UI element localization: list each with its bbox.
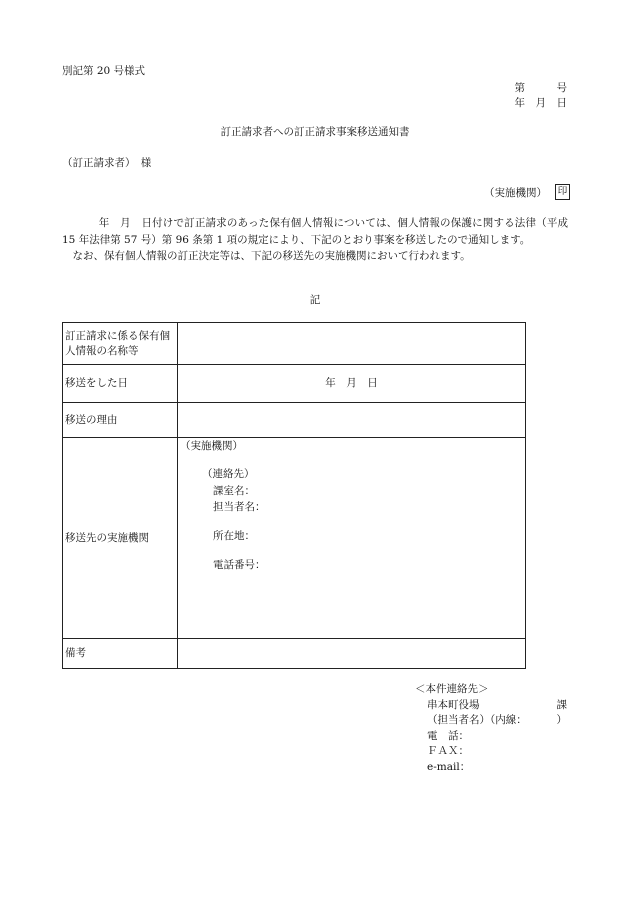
contact-person-close: ）: [556, 714, 567, 726]
body-text: [62, 215, 568, 265]
row-value-destination: [178, 438, 526, 639]
row-value-info-name: [178, 323, 526, 365]
ki-heading: 記: [309, 294, 321, 306]
contact-email: e-mail：: [427, 760, 471, 773]
dest-agency: （実施機関）: [180, 440, 243, 452]
row-label-reason: 移送の理由: [63, 403, 178, 438]
contact-tel: 電 話：: [427, 729, 469, 742]
table-row: [63, 365, 526, 403]
seal-mark: 印: [555, 184, 570, 200]
table-row: [63, 403, 526, 438]
contact-person: （担当者名）（内線：: [427, 714, 527, 726]
table-row: [63, 323, 526, 365]
document-number: 第 号: [514, 82, 567, 94]
addressee: （訂正請求者） 様: [62, 157, 152, 169]
row-value-reason: [178, 403, 526, 438]
row-label-remarks: 備考: [63, 639, 178, 669]
dest-person: 担当者名：: [213, 501, 266, 513]
table-row: [63, 438, 526, 639]
body-paragraph-2: なお、保有個人情報の訂正決定等は、下記の移送先の実施機関において行われます。: [72, 250, 471, 262]
contact-section: 課: [556, 698, 567, 711]
sender-block: [484, 184, 570, 200]
row-value-transfer-date: 年 月 日: [178, 365, 526, 403]
contact-block: [415, 682, 567, 775]
document-title: 訂正請求者への訂正請求事案移送通知書: [220, 126, 410, 138]
transfer-table: [62, 322, 526, 669]
dest-dept: 課室名：: [213, 485, 255, 497]
dest-address: 所在地：: [213, 530, 255, 542]
contact-office: 串本町役場: [427, 698, 480, 711]
table-row: [63, 639, 526, 669]
contact-heading: ＜本件連絡先＞: [415, 683, 489, 695]
document-date: 年 月 日: [514, 97, 567, 109]
form-number: 別記第 20 号様式: [62, 65, 146, 77]
dest-contact-heading: （連絡先）: [202, 468, 255, 480]
row-label-destination: 移送先の実施機関: [63, 438, 178, 639]
sender-label: （実施機関）: [484, 186, 547, 199]
body-paragraph-1: 年 月 日付けで訂正請求のあった保有個人情報については、個人情報の保護に関する法律（平成 15 年法律第 57 号）第 96 条第 1 項の規定により、下記のとおり事案を移送したので通知します。: [62, 217, 568, 246]
dest-phone: 電話番号：: [213, 559, 266, 571]
contact-fax: ＦＡＸ：: [427, 745, 469, 757]
row-value-remarks: [178, 639, 526, 669]
row-label-info-name: 訂正請求に係る保有個人情報の名称等: [63, 323, 178, 365]
row-label-transfer-date: 移送をした日: [63, 365, 178, 403]
